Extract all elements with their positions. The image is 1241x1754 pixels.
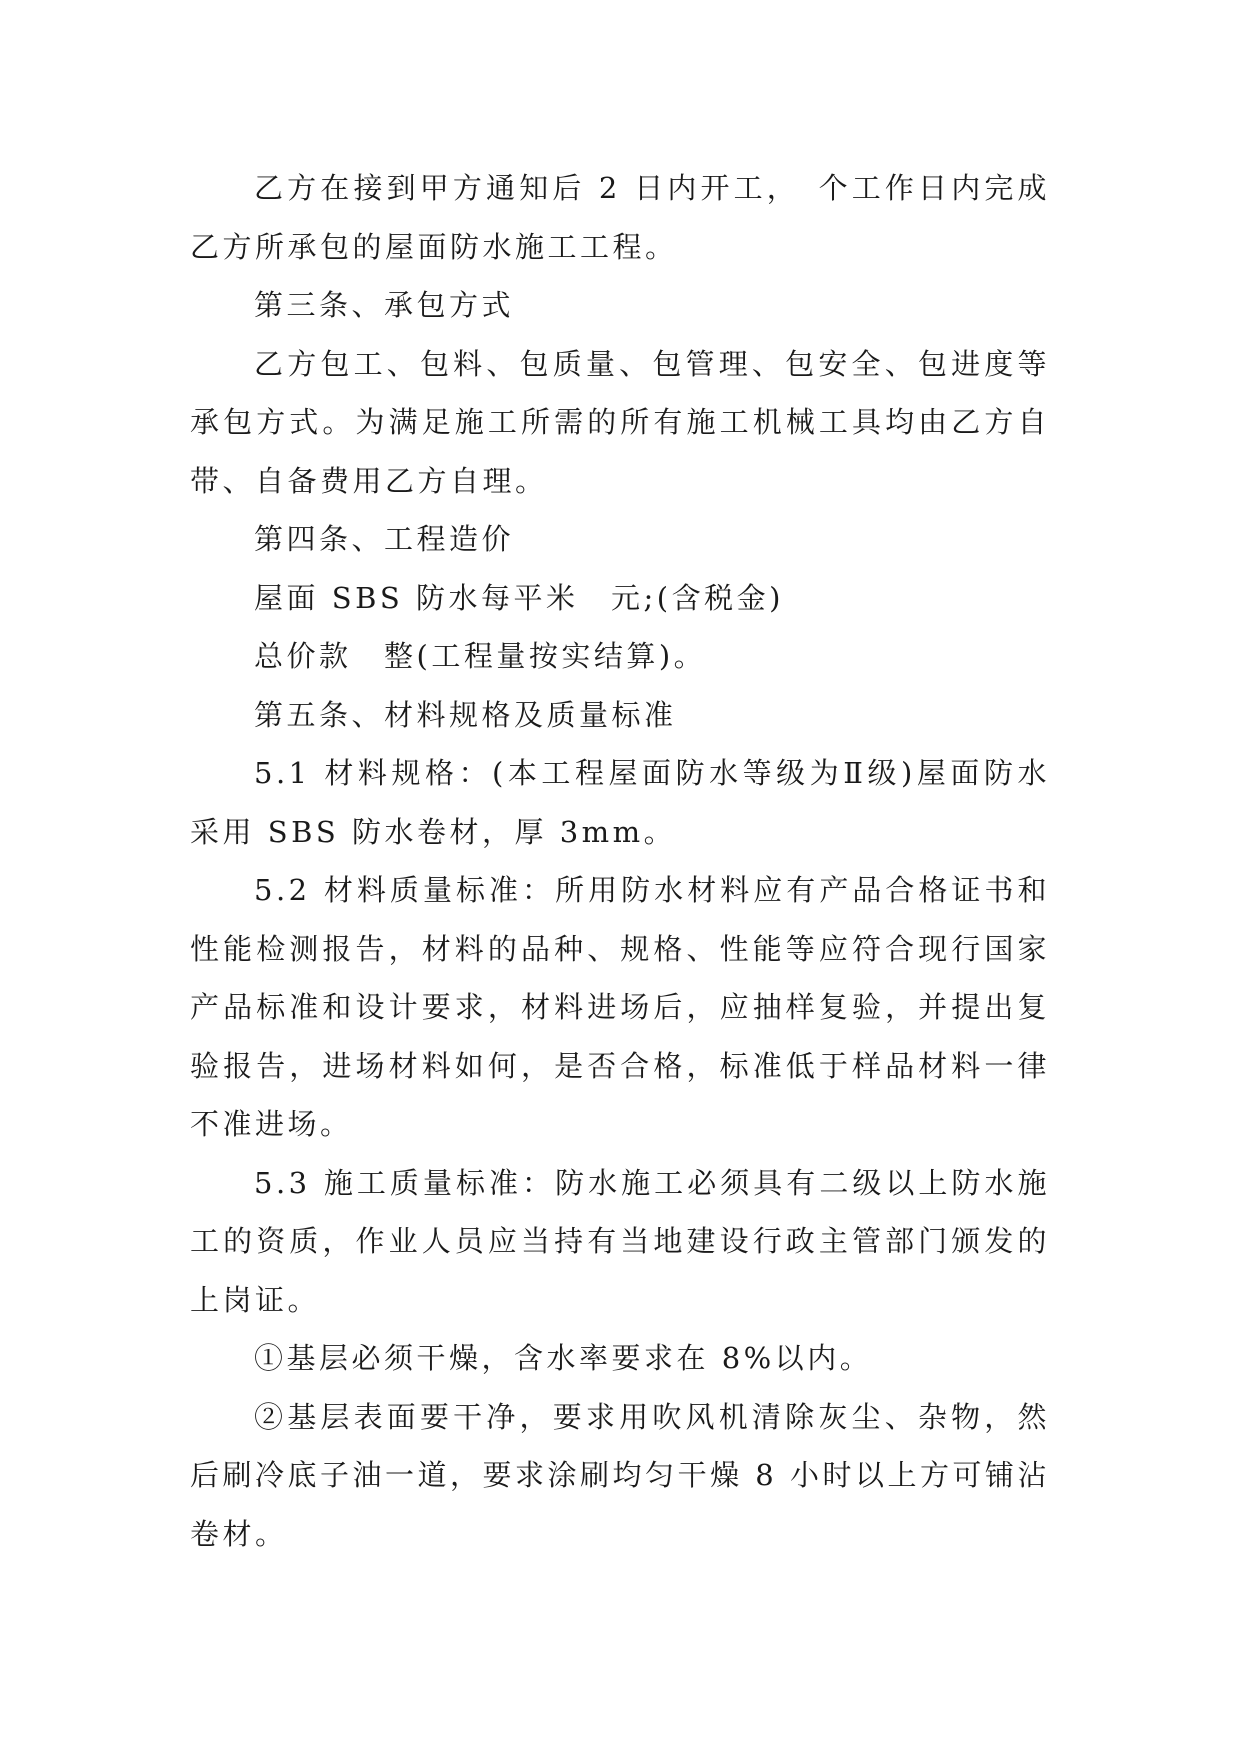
paragraph-total-price: 总价款 整(工程量按实结算)。 bbox=[254, 639, 707, 673]
paragraph-5-3: 5.3 施工质量标准：防水施工必须具有二级以上防水施工的资质，作业人员应当持有当地建设行政主管部门颁发的上岗证。 bbox=[190, 1165, 1050, 1317]
heading-article-5: 第五条、材料规格及质量标准 bbox=[254, 697, 677, 732]
paragraph-schedule: 乙方在接到甲方通知后 2 日内开工， 个工作日内完成乙方所承包的屋面防水施工工程。 bbox=[190, 171, 1050, 264]
heading-article-3: 第三条、承包方式 bbox=[254, 288, 515, 322]
heading-article-4: 第四条、工程造价 bbox=[254, 522, 515, 556]
paragraph-5-1: 5.1 材料规格：(本工程屋面防水等级为Ⅱ级)屋面防水采用 SBS 防水卷材，厚 3mm。 bbox=[190, 756, 1050, 849]
document-body bbox=[190, 159, 1050, 1563]
paragraph-contract-method: 乙方包工、包料、包质量、包管理、包安全、包进度等承包方式。为满足施工所需的所有施工机械工具均由乙方自带、自备费用乙方自理。 bbox=[190, 346, 1050, 498]
paragraph-item-2: ②基层表面要干净，要求用吹风机清除灰尘、杂物，然后刷冷底子油一道，要求涂刷均匀干燥 8 小时以上方可铺沾卷材。 bbox=[190, 1399, 1050, 1551]
paragraph-5-2: 5.2 材料质量标准：所用防水材料应有产品合格证书和性能检测报告，材料的品种、规格、性能等应符合现行国家产品标准和设计要求，材料进场后，应抽样复验，并提出复验报告，进场材料如何，是否合格，标准低于样品材料一律不准进场。 bbox=[190, 873, 1050, 1141]
paragraph-unit-price: 屋面 SBS 防水每平米 元;(含税金) bbox=[254, 580, 784, 615]
paragraph-item-1: ①基层必须干燥，含水率要求在 8%以内。 bbox=[254, 1341, 873, 1375]
